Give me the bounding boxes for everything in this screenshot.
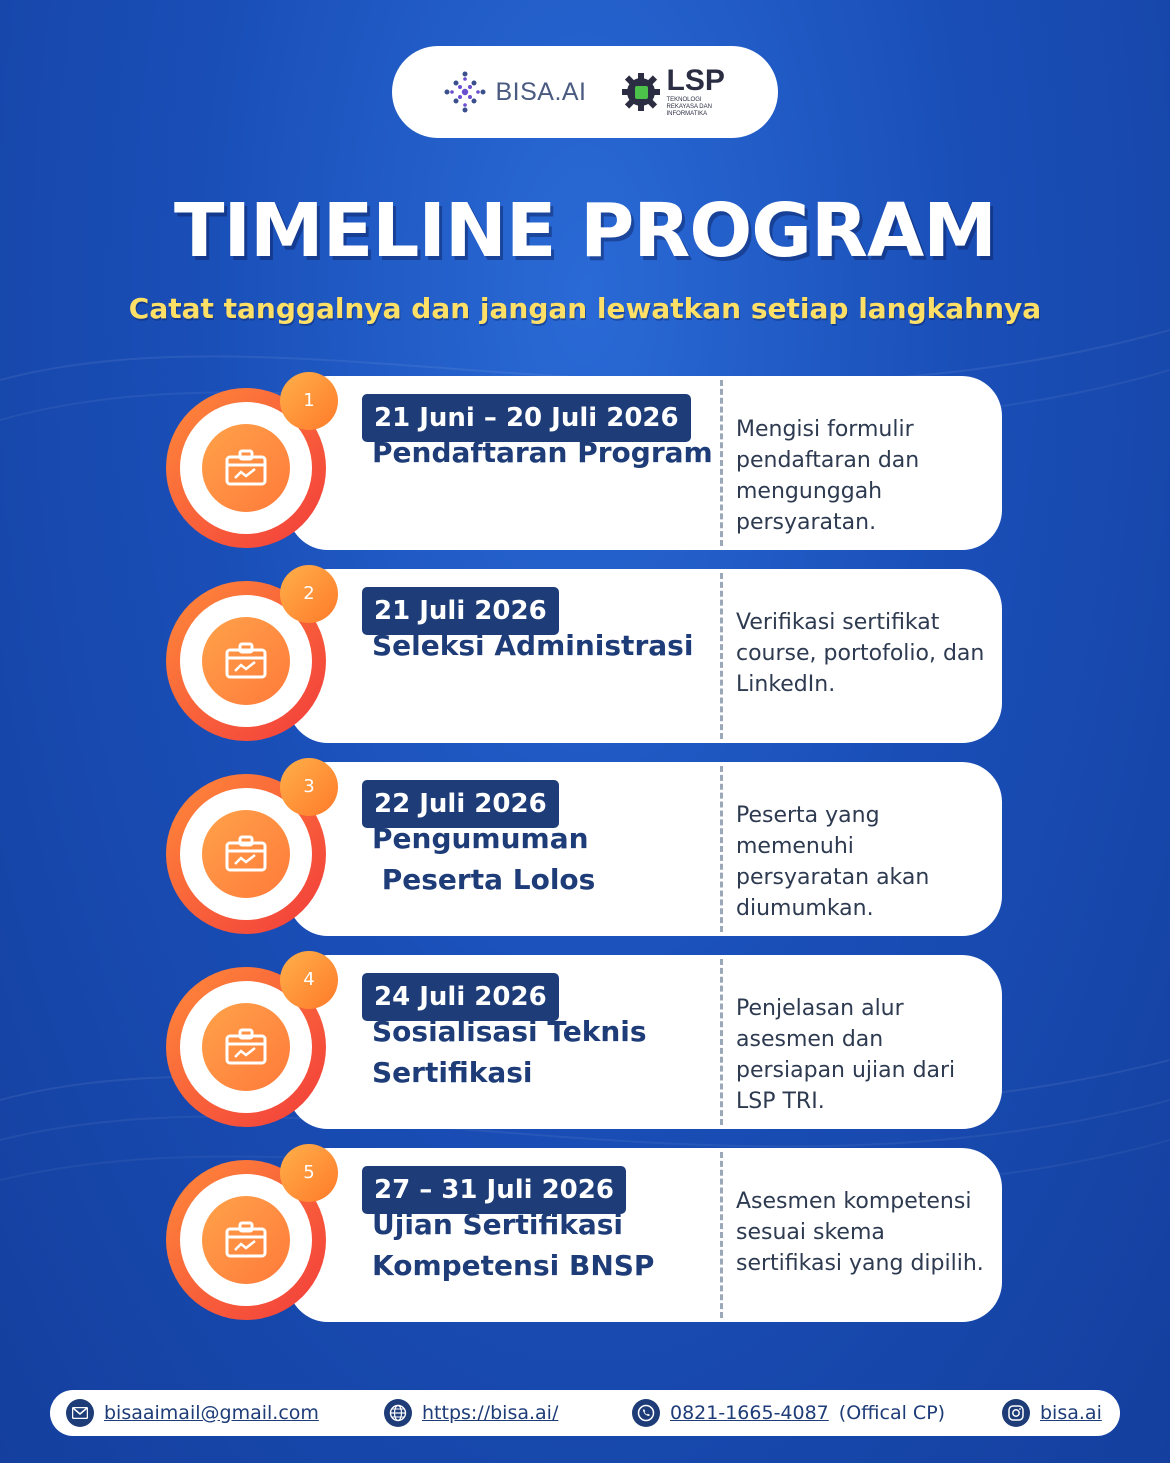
step-number-badge: 3 <box>280 758 338 816</box>
step-description-line: persyaratan. <box>736 510 877 535</box>
step-description-line: persyaratan akan <box>736 865 930 890</box>
step-date-badge: 24 Juli 2026 <box>362 973 559 1021</box>
step-description-line: LinkedIn. <box>736 672 836 697</box>
step-date-badge: 27 – 31 Juli 2026 <box>362 1166 626 1214</box>
step-number-badge: 5 <box>280 1144 338 1202</box>
step-description <box>736 607 996 700</box>
step-date-badge: 21 Juli 2026 <box>362 587 559 635</box>
step-description-line: memenuhi <box>736 834 854 859</box>
page-subtitle: Catat tanggalnya dan jangan lewatkan setiap langkahnya <box>128 292 1042 325</box>
step-description-line: persiapan ujian dari <box>736 1058 956 1083</box>
step-description-line: Verifikasi sertifikat <box>736 610 940 635</box>
footer-email-link[interactable]: bisaaimail@gmail.com <box>104 1402 319 1424</box>
logo-pill <box>392 46 778 138</box>
lsp-logo <box>621 66 729 118</box>
timeline-step <box>0 955 1170 1131</box>
step-title-line: Pendaftaran Program <box>372 436 713 469</box>
timeline-step <box>0 569 1170 745</box>
step-description <box>736 993 996 1117</box>
step-card <box>288 1148 1002 1322</box>
step-card <box>288 955 1002 1129</box>
step-description <box>736 1186 996 1279</box>
step-divider <box>720 766 723 932</box>
calendar-chart-icon <box>202 424 290 512</box>
page-title: TIMELINE PROGRAM <box>174 188 996 274</box>
lsp-logo-subtext: TEKNOLOGI REKAYASA DAN INFORMATIKA <box>666 97 712 117</box>
step-title-line: Ujian Sertifikasi <box>372 1208 623 1241</box>
step-card <box>288 376 1002 550</box>
step-description-line: pendaftaran dan <box>736 448 920 473</box>
timeline-step <box>0 762 1170 938</box>
globe-icon <box>384 1399 412 1427</box>
step-title-line: Pengumuman <box>372 822 589 855</box>
calendar-chart-icon <box>202 1196 290 1284</box>
step-divider <box>720 380 723 546</box>
footer-phone-note: (Offical CP) <box>838 1402 946 1424</box>
footer-instagram[interactable] <box>1002 1390 1102 1436</box>
calendar-chart-icon <box>202 1003 290 1091</box>
step-number-badge: 2 <box>280 565 338 623</box>
step-description-line: course, portofolio, dan <box>736 641 985 666</box>
step-number-badge: 1 <box>280 372 338 430</box>
timeline-step <box>0 376 1170 552</box>
timeline-step <box>0 1148 1170 1324</box>
step-title-line: Seleksi Administrasi <box>372 629 694 662</box>
step-description-line: diumumkan. <box>736 896 874 921</box>
bisa-ai-logo <box>441 68 586 116</box>
step-description-line: asesmen dan <box>736 1027 884 1052</box>
step-number-badge: 4 <box>280 951 338 1009</box>
step-description-line: Asesmen kompetensi <box>736 1189 972 1214</box>
bisa-ai-logo-icon <box>441 68 489 116</box>
step-description-line: sesuai skema <box>736 1220 885 1245</box>
bisa-ai-logo-text: BISA.AI <box>495 77 587 106</box>
step-description-line: LSP TRI. <box>736 1089 825 1114</box>
step-date-badge: 22 Juli 2026 <box>362 780 559 828</box>
footer-phone-link[interactable]: 0821-1665-4087 <box>670 1402 829 1424</box>
lsp-logo-text: LSP <box>666 64 725 97</box>
step-description <box>736 800 996 924</box>
step-description-line: mengunggah <box>736 479 883 504</box>
step-divider <box>720 959 723 1125</box>
calendar-chart-icon <box>202 617 290 705</box>
step-divider <box>720 573 723 739</box>
step-divider <box>720 1152 723 1318</box>
step-title-line: Sosialisasi Teknis <box>372 1015 647 1048</box>
contact-footer <box>50 1390 1120 1436</box>
footer-email[interactable] <box>66 1390 319 1436</box>
step-description-line: Mengisi formulir <box>736 417 914 442</box>
calendar-chart-icon <box>202 810 290 898</box>
footer-website[interactable] <box>384 1390 558 1436</box>
step-title-line: Kompetensi BNSP <box>372 1249 655 1282</box>
step-description-line: sertifikasi yang dipilih. <box>736 1251 984 1276</box>
step-description-line: Penjelasan alur <box>736 996 904 1021</box>
step-title-line: Peserta Lolos <box>372 863 596 896</box>
step-description <box>736 414 996 538</box>
step-date-badge: 21 Juni – 20 Juli 2026 <box>362 394 691 442</box>
footer-phone[interactable] <box>632 1390 945 1436</box>
footer-instagram-link[interactable]: bisa.ai <box>1040 1402 1102 1424</box>
lsp-gear-icon <box>621 72 661 112</box>
step-card <box>288 762 1002 936</box>
mail-icon <box>66 1399 94 1427</box>
instagram-icon <box>1002 1399 1030 1427</box>
step-title-line: Sertifikasi <box>372 1056 533 1089</box>
step-card <box>288 569 1002 743</box>
step-description-line: Peserta yang <box>736 803 880 828</box>
footer-website-link[interactable]: https://bisa.ai/ <box>422 1402 559 1424</box>
whatsapp-icon <box>632 1399 660 1427</box>
